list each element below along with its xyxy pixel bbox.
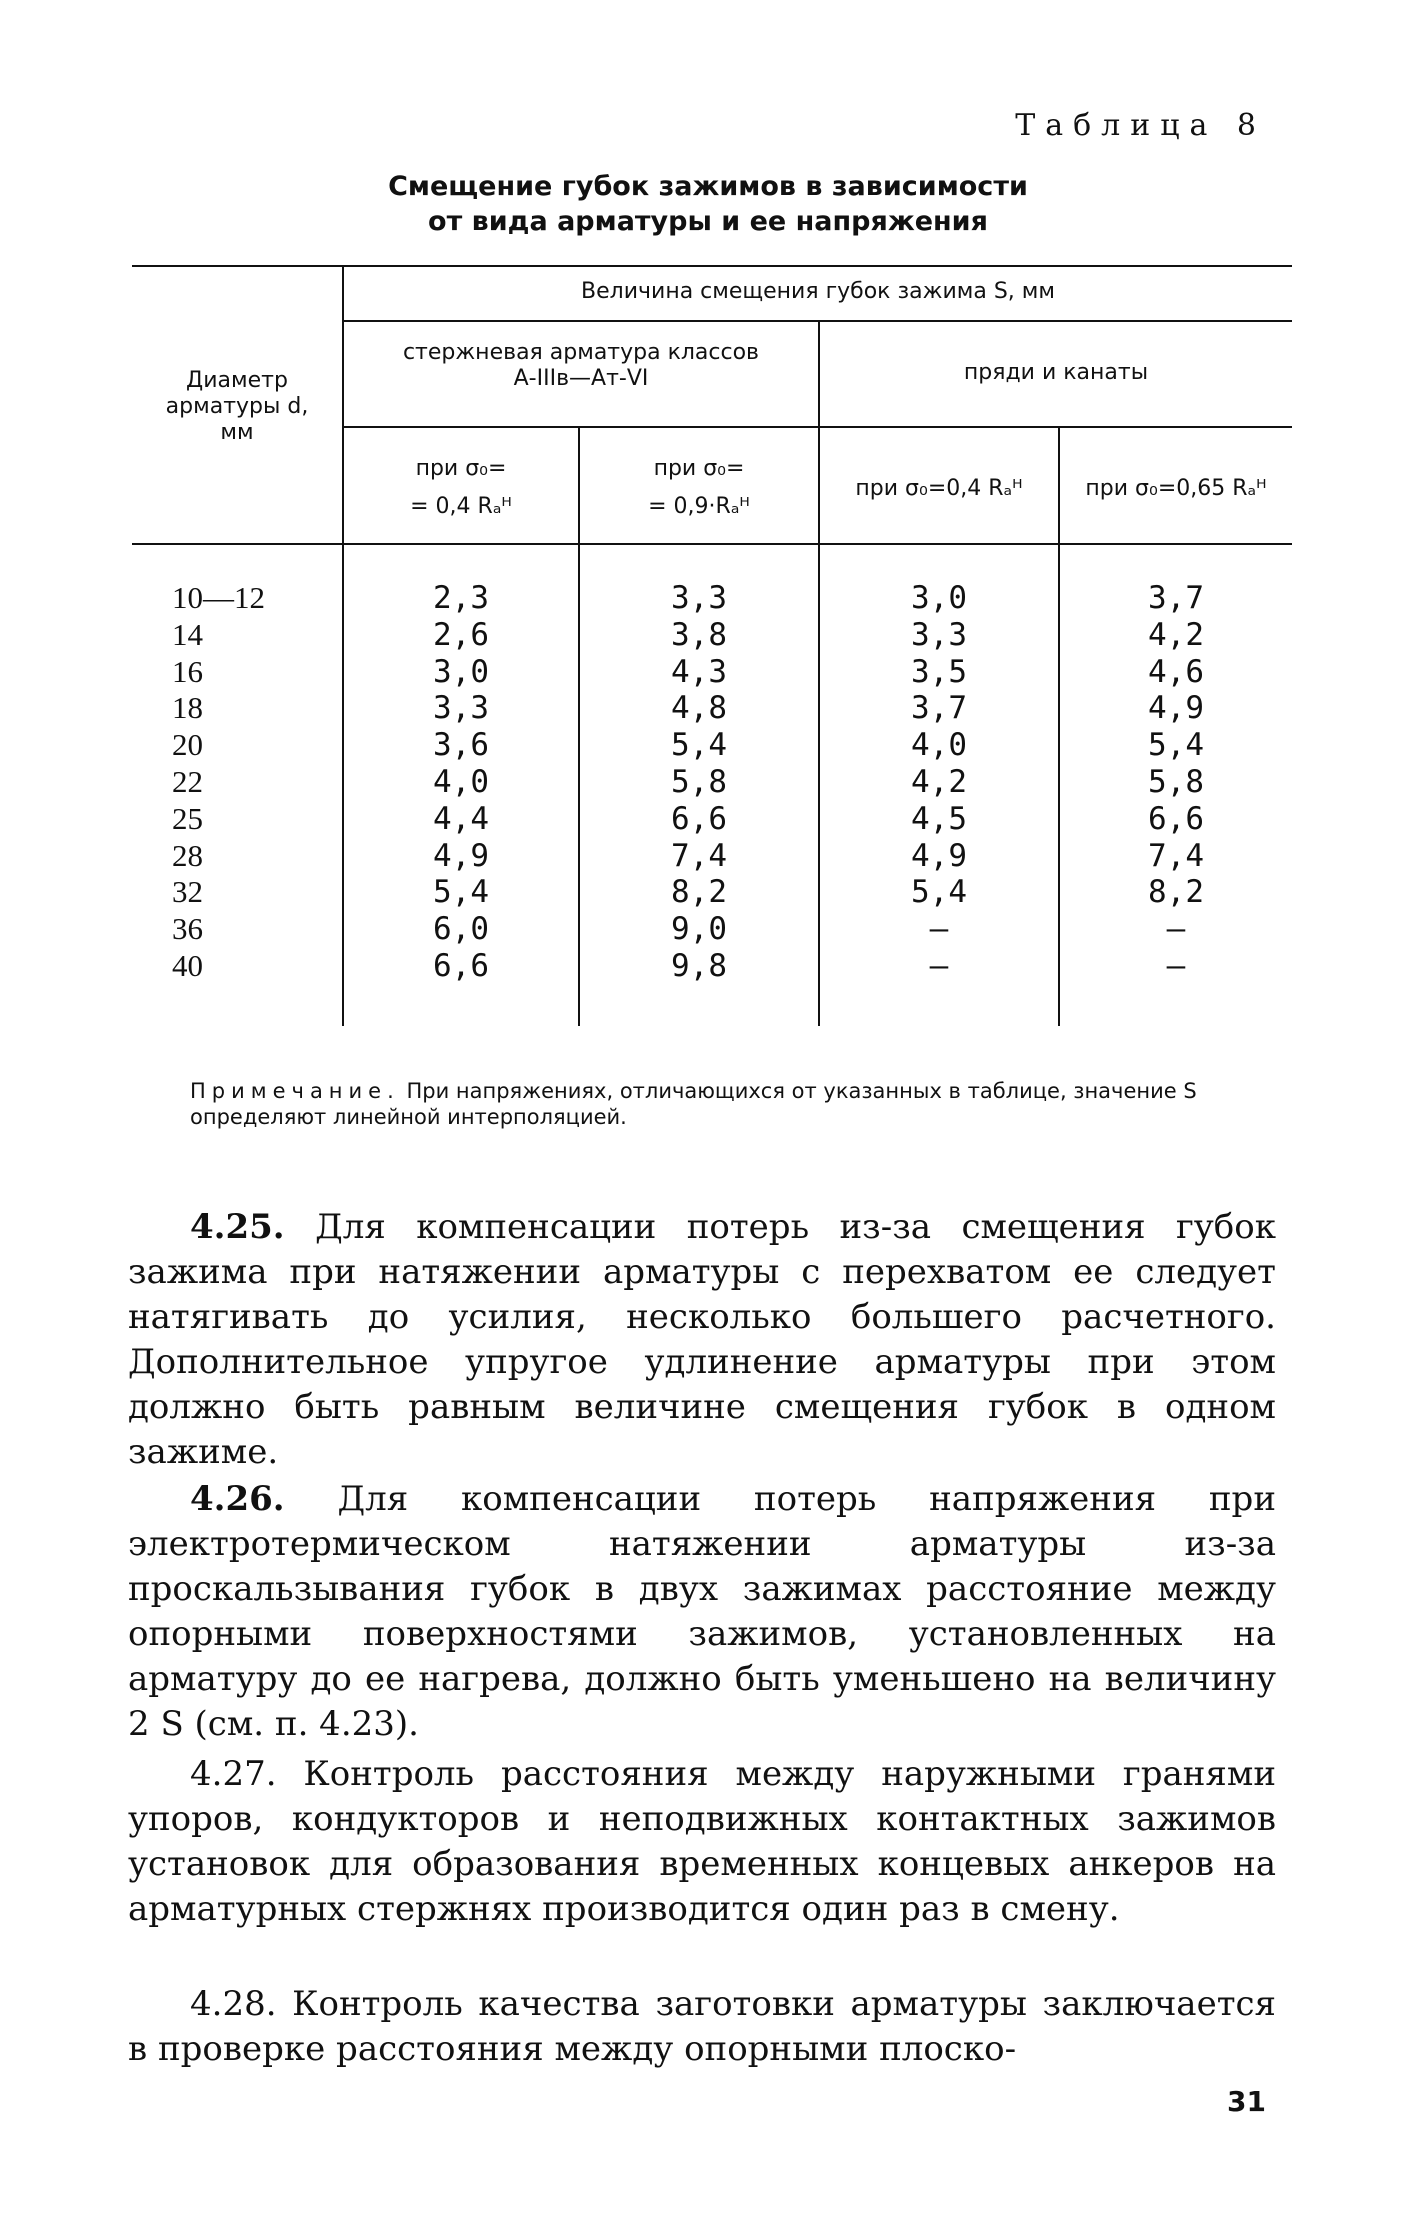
paragraph-text: Контроль расстояния между наружными гранями упоров, кондукторов и неподвижных контактных зажимов установок для образования временных концевых анкеров на арматурных стержнях производится один раз в смену. [128, 1754, 1276, 1929]
table-cell: 4,9 [1148, 690, 1204, 727]
header-bottom-rule [132, 543, 1292, 545]
table-cell: 10—12 [172, 580, 265, 615]
paragraph-4-25 [128, 1205, 1276, 1475]
paragraph-number: 4.28. [190, 1984, 277, 2024]
col-strand-04 [820, 580, 1058, 985]
table-cell: 9,8 [671, 947, 727, 984]
table-cell: 28 [172, 837, 203, 873]
table-cell: 18 [172, 690, 203, 726]
table-cell: 4,3 [671, 653, 727, 690]
paragraph-number: 4.26. [190, 1479, 285, 1519]
table-cell: 3,3 [671, 580, 727, 616]
table-cell: 2,6 [433, 616, 489, 653]
table-top-rule [132, 265, 1292, 267]
page-number: 31 [1227, 2085, 1266, 2118]
paragraph-text: Контроль качества заготовки арматуры заключается в проверке расстояния между опорными плоско- [128, 1984, 1276, 2069]
table-cell: 25 [172, 800, 203, 836]
paragraph-text: Для компенсации потерь напряжения при электротермическом натяжении арматуры из-за проскальзывания губок в двух зажимах расстояние между опорными поверхностями зажимов, установленных на арматуру до ее нагрева, должно быть уменьшено на величину 2 S (см. п. 4.23). [128, 1479, 1276, 1744]
header-rod-line1: стержневая арматура классов [402, 340, 760, 365]
header-diameter-line1: Диаметр [186, 368, 288, 393]
table-cell: 3,3 [911, 616, 967, 653]
table-cell: 5,8 [671, 763, 727, 800]
table-cell: 7,4 [671, 837, 727, 874]
table-cell: 3,6 [433, 727, 489, 764]
table-cell: 4,8 [671, 690, 727, 727]
table-cell: 2,3 [433, 580, 489, 616]
paragraph-number: 4.25. [190, 1207, 285, 1247]
paragraph-4-28 [128, 1982, 1276, 2072]
table-cell: 3,3 [433, 690, 489, 727]
col-rod-04 [344, 580, 578, 985]
col-strand-065 [1060, 580, 1292, 985]
table-cell: 20 [172, 727, 203, 763]
header-rod-09 [580, 450, 818, 526]
table-cell: 40 [172, 947, 203, 983]
table-cell: 4,0 [911, 727, 967, 764]
table-cell: 4,6 [1148, 653, 1204, 690]
table-cell: — [1166, 911, 1186, 948]
table-title-line2: от вида арматуры и ее напряжения [428, 206, 988, 237]
note-label: Примечание. [190, 1079, 400, 1103]
table-cell: — [1166, 947, 1186, 984]
header-rod-04 [344, 450, 578, 526]
header-rod-04-line2: = 0,4 Rₐᴴ [410, 494, 512, 519]
header-group: Величина смещения губок зажима S, мм [581, 279, 1055, 304]
table-cell: 14 [172, 616, 203, 652]
table-cell: 16 [172, 653, 203, 689]
header-rod-line2: А-IIIв—Ат-VI [513, 366, 649, 391]
header-strand-065: при σ₀=0,65 Rₐᴴ [1085, 476, 1267, 501]
paragraph-4-27 [128, 1752, 1276, 1932]
note-text: При напряжениях, отличающихся от указанных в таблице, значение S определяют линейной интерполяцией. [190, 1079, 1197, 1129]
table-note [190, 1078, 1280, 1130]
table-cell: 5,4 [911, 874, 967, 911]
table-cell: 6,6 [671, 800, 727, 837]
table-cell: 3,7 [1148, 580, 1204, 616]
table-cell: 4,9 [911, 837, 967, 874]
table-cell: 22 [172, 763, 203, 799]
header-rod [344, 340, 818, 392]
header-rod-09-line2: = 0,9·Rₐᴴ [648, 494, 750, 519]
table-cell: 5,8 [1148, 763, 1204, 800]
table-cell: 32 [172, 874, 203, 910]
paragraph-text: Для компенсации потерь из-за смещения губок зажима при натяжении арматуры с перехватом ее следует натягивать до усилия, несколько большего расчетного. Дополнительное упругое удлинение арматуры при этом должно быть равным величине смещения губок в одном зажиме. [128, 1207, 1276, 1472]
paragraph-4-26 [128, 1477, 1276, 1747]
table-cell: 4,2 [911, 763, 967, 800]
table-cell: 3,8 [671, 616, 727, 653]
header-strand-04: при σ₀=0,4 Rₐᴴ [855, 476, 1023, 501]
header-diameter [135, 368, 339, 446]
table-cell: 4,0 [433, 763, 489, 800]
table-cell: — [929, 911, 949, 948]
table-cell: — [929, 947, 949, 984]
table-cell: 36 [172, 911, 203, 947]
table-cell: 3,0 [911, 580, 967, 616]
header-rod-09-line1: при σ₀= [653, 456, 745, 481]
table-cell: 6,6 [433, 947, 489, 984]
table-cell: 5,4 [671, 727, 727, 764]
header-diameter-line3: мм [220, 420, 254, 445]
table-cell: 3,0 [433, 653, 489, 690]
table-cell: 8,2 [1148, 874, 1204, 911]
table-cell: 3,7 [911, 690, 967, 727]
table-cell: 6,6 [1148, 800, 1204, 837]
table-cell: 7,4 [1148, 837, 1204, 874]
header-strands: пряди и канаты [963, 360, 1149, 385]
table-cell: 4,9 [433, 837, 489, 874]
paragraph-number: 4.27. [190, 1754, 277, 1794]
table-cell: 6,0 [433, 911, 489, 948]
group-header-rule [342, 320, 1292, 322]
table-cell: 5,4 [1148, 727, 1204, 764]
header-diameter-line2: арматуры d, [165, 394, 309, 419]
header-rod-04-line1: при σ₀= [415, 456, 507, 481]
table-cell: 8,2 [671, 874, 727, 911]
table-label: Таблица 8 [1015, 108, 1266, 143]
table-cell: 4,2 [1148, 616, 1204, 653]
table-cell: 4,5 [911, 800, 967, 837]
table-cell: 5,4 [433, 874, 489, 911]
col-rod-09 [580, 580, 818, 985]
table-cell: 3,5 [911, 653, 967, 690]
table-cell: 9,0 [671, 911, 727, 948]
col-diameters [172, 580, 332, 985]
table-title-line1: Смещение губок зажимов в зависимости [388, 171, 1028, 202]
subheader-rule [342, 426, 1292, 428]
table-cell: 4,4 [433, 800, 489, 837]
